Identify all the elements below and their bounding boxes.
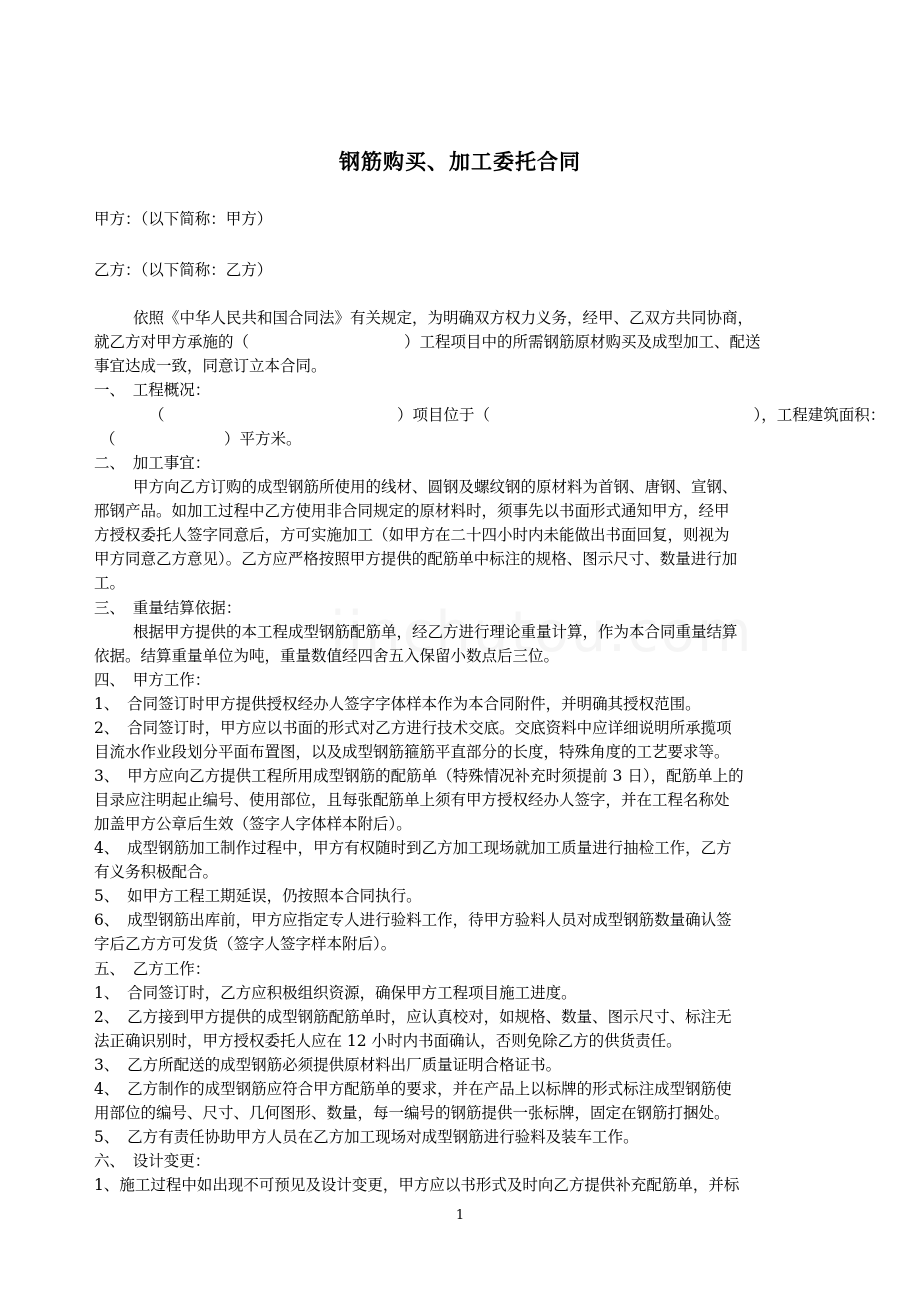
section-line: 6、 成型钢筋出库前，甲方应指定专人进行验料工作，待甲方验料人员对成型钢筋数量确认签 — [94, 911, 732, 929]
section-heading: 四、 甲方工作： — [94, 671, 211, 689]
section-line: 目流水作业段划分平面布置图，以及成型钢筋箍筋平直部分的长度，特殊角度的工艺要求等。 — [94, 743, 730, 761]
section-line: 工。 — [94, 574, 126, 592]
section-line: 加盖甲方公章后生效（签字人字体样本附后）。 — [94, 815, 412, 833]
section-line: 5、 如甲方工程工期延误，仍按照本合同执行。 — [94, 887, 422, 905]
section-line: 根据甲方提供的本工程成型钢筋配筋单，经乙方进行理论重量计算，作为本合同重量结算 — [133, 623, 738, 641]
section-line: 邢钢产品。如加工过程中乙方使用非合同规定的原材料时，须事先以书面形式通知甲方，经甲 — [94, 502, 730, 520]
section-line: 3、 甲方应向乙方提供工程所用成型钢筋的配筋单（特殊情况补充时须提前 3 日），配筋单上的 — [94, 767, 744, 785]
party-a-line: 甲方：（以下简称：甲方） — [94, 210, 273, 228]
section-heading: 五、 乙方工作： — [94, 960, 211, 978]
section-line: 用部位的编号、尺寸、几何图形、数量，每一编号的钢筋提供一张标牌，固定在钢筋打捆处。 — [94, 1104, 730, 1122]
section-line: 甲方同意乙方意见）。乙方应严格按照甲方提供的配筋单中标注的规格、图示尺寸、数量进行加 — [94, 550, 738, 568]
section-line: 1、 合同签订时甲方提供授权经办人签字字体样本作为本合同附件，并明确其授权范围。 — [94, 695, 701, 713]
section-line: 4、 成型钢筋加工制作过程中，甲方有权随时到乙方加工现场就加工质量进行抽检工作，乙方 — [94, 839, 732, 857]
section-line: 甲方向乙方订购的成型钢筋所使用的线材、圆钢及螺纹钢的原材料为首钢、唐钢、宣钢、 — [133, 478, 738, 496]
section-heading: 六、 设计变更： — [94, 1152, 211, 1170]
section-line: 3、 乙方所配送的成型钢筋必须提供原材料出厂质量证明合格证书。 — [94, 1056, 562, 1074]
intro-line: 事宜达成一致，同意订立本合同。 — [94, 357, 327, 375]
section-line: 5、 乙方有责任协助甲方人员在乙方加工现场对成型钢筋进行验料及装车工作。 — [94, 1128, 639, 1146]
section-line: 2、 合同签订时，甲方应以书面的形式对乙方进行技术交底。交底资料中应详细说明所承揽项 — [94, 719, 732, 737]
section-line: 1、 合同签订时，乙方应积极组织资源，确保甲方工程项目施工进度。 — [94, 984, 577, 1002]
section-line: （ ）平方米。 — [100, 430, 302, 448]
party-b-line: 乙方：（以下简称：乙方） — [94, 261, 273, 279]
intro-line: 依照《中华人民共和国合同法》有关规定，为明确双方权力义务，经甲、乙双方共同协商， — [133, 309, 754, 327]
intro-line: 就乙方对甲方承施的（ ）工程项目中的所需钢筋原材购买及成型加工、配送 — [94, 333, 761, 351]
section-line: 目录应注明起止编号、使用部位，且每张配筋单上须有甲方授权经办人签字，并在工程名称处 — [94, 791, 730, 809]
section-line: 字后乙方方可发货（签字人签字样本附后）。 — [94, 935, 397, 953]
section-heading: 二、 加工事宜： — [94, 454, 211, 472]
section-line: 1、施工过程中如出现不可预见及设计变更，甲方应以书形式及时向乙方提供补充配筋单，并标 — [94, 1176, 740, 1194]
contract-title: 钢筋购买、加工委托合同 — [339, 150, 581, 174]
watermark — [330, 600, 754, 665]
section-line: 有义务积极配合。 — [94, 863, 219, 881]
section-line: 4、 乙方制作的成型钢筋应符合甲方配筋单的要求，并在产品上以标牌的形式标注成型钢筋使 — [94, 1080, 732, 1098]
section-line: 方授权委托人签字同意后，方可实施加工（如甲方在二十四小时内未能做出书面回复，则视为 — [94, 526, 730, 544]
section-line: 依据。结算重量单位为吨，重量数值经四舍五入保留小数点后三位。 — [94, 647, 560, 665]
page-number: 1 — [455, 1208, 465, 1223]
section-heading: 三、 重量结算依据： — [94, 599, 242, 617]
section-line: 法正确识别时，甲方授权委托人应在 12 小时内书面确认，否则免除乙方的供货责任。 — [94, 1032, 682, 1050]
section-heading: 一、 工程概况： — [94, 381, 211, 399]
section-line: 2、 乙方接到甲方提供的成型钢筋配筋单时，应认真校对，如规格、数量、图示尺寸、标注无 — [94, 1008, 732, 1026]
section-line: （ ）项目位于（ ），工程建筑面积： — [149, 406, 886, 424]
